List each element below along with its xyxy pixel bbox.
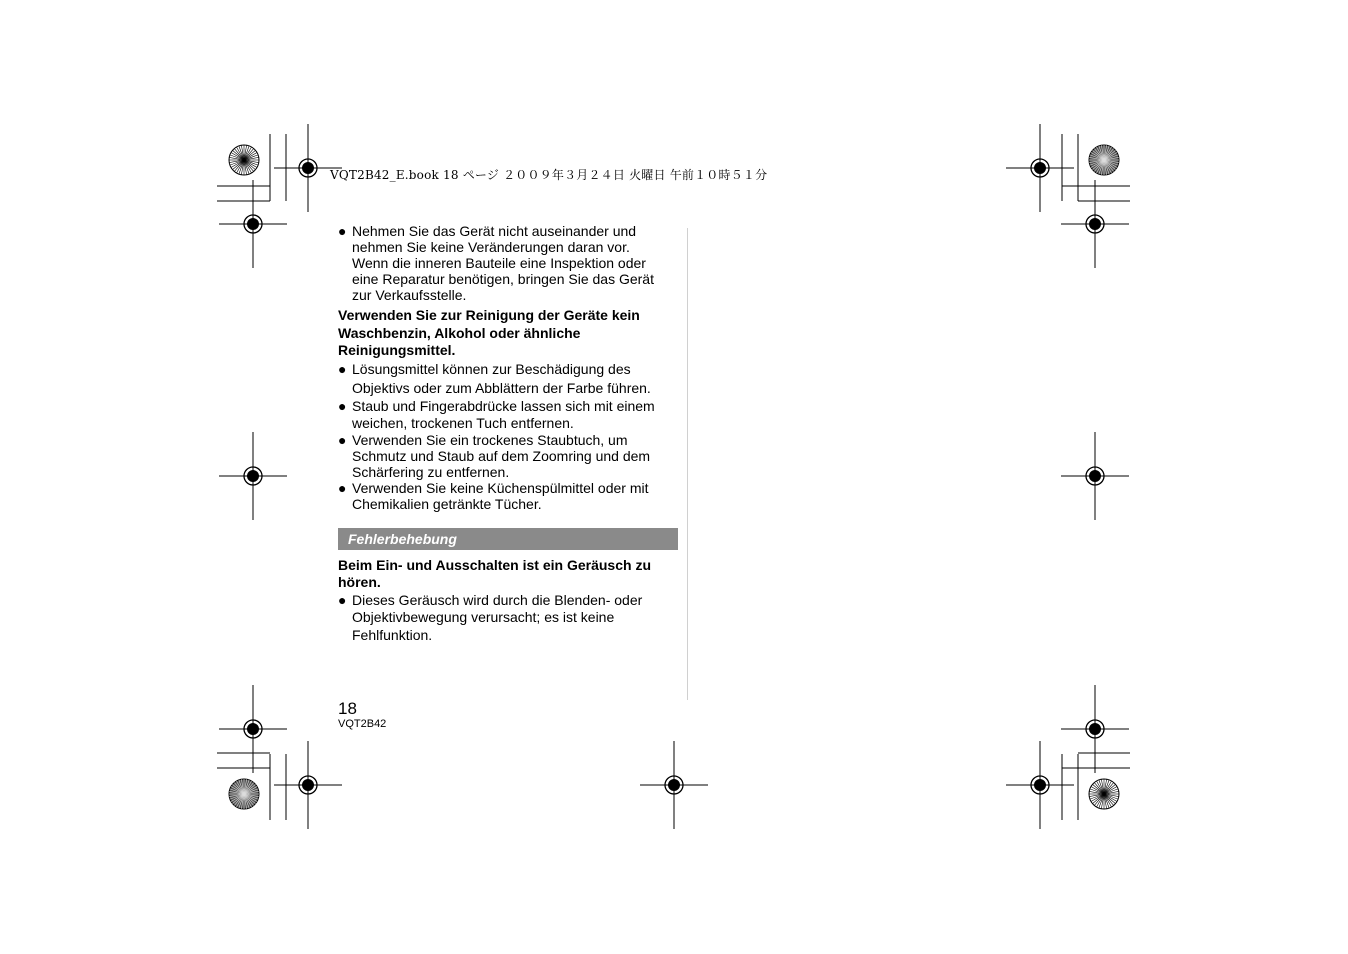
column-divider xyxy=(687,228,688,700)
print-header: VQT2B42_E.book 18 ページ ２００９年３月２４日 火曜日 午前１０時５１分 xyxy=(330,168,768,182)
line: Reinigungsmittel. xyxy=(338,342,456,358)
line: Verwenden Sie zur Reinigung der Geräte kein xyxy=(338,307,640,323)
line: Verwenden Sie ein trockenes Staubtuch, um xyxy=(352,431,628,448)
line: hören. xyxy=(338,574,381,590)
line: Fehlfunktion. xyxy=(352,626,433,643)
line: Chemikalien getränkte Tücher. xyxy=(352,495,542,512)
model-code: VQT2B42 xyxy=(338,718,387,730)
registration-mark-icon xyxy=(1061,180,1129,268)
registration-mark-icon xyxy=(1061,432,1129,520)
registration-mark-icon xyxy=(274,741,342,829)
registration-mark-icon xyxy=(1006,124,1074,212)
registration-mark-icon xyxy=(219,180,287,268)
registration-mark-icon xyxy=(219,432,287,520)
line: Waschbenzin, Alkohol oder ähnliche xyxy=(338,324,581,341)
star-target-icon xyxy=(1089,145,1119,175)
bullet-icon: ● xyxy=(338,479,347,496)
bullet-icon: ● xyxy=(338,360,347,377)
bullet-icon: ● xyxy=(338,223,347,239)
registration-mark-icon xyxy=(1061,685,1129,773)
main-column xyxy=(338,223,678,644)
line: zur Verkaufsstelle. xyxy=(352,287,467,303)
list-item xyxy=(338,480,678,512)
question-heading xyxy=(338,557,678,592)
registration-mark-icon xyxy=(1006,741,1074,829)
line: eine Reparatur benötigen, bringen Sie das Gerät xyxy=(352,271,654,287)
line: Schärfering zu entfernen. xyxy=(352,463,510,480)
line: nehmen Sie keine Veränderungen daran vor. xyxy=(352,239,630,255)
star-target-icon xyxy=(1089,779,1119,809)
star-target-icon xyxy=(229,145,259,175)
registration-mark-icon xyxy=(640,741,708,829)
page-number: 18 xyxy=(338,699,357,718)
line: Dieses Geräusch wird durch die Blenden- oder xyxy=(352,591,643,608)
list-item xyxy=(338,360,678,398)
bullet-icon: ● xyxy=(338,591,347,608)
line: Staub und Fingerabdrücke lassen sich mit einem xyxy=(352,397,655,414)
list-item xyxy=(338,432,678,480)
line: Beim Ein- und Ausschalten ist ein Geräusch zu xyxy=(338,556,651,573)
line: Nehmen Sie das Gerät nicht auseinander und xyxy=(352,223,637,239)
bullet-icon: ● xyxy=(338,397,347,414)
list-item xyxy=(338,398,678,432)
warning-heading xyxy=(338,307,678,360)
line: Schmutz und Staub auf dem Zoomring und dem xyxy=(352,447,651,464)
line: Wenn die inneren Bauteile eine Inspektion oder xyxy=(352,255,646,271)
list-item xyxy=(338,592,678,645)
line: Objektivs oder zum Abblättern der Farbe führen. xyxy=(352,379,651,396)
registration-mark-icon xyxy=(219,685,287,773)
line: Verwenden Sie keine Küchenspülmittel oder mit xyxy=(352,479,649,496)
line: Objektivbewegung verursacht; es ist keine xyxy=(352,609,615,625)
bullet-icon: ● xyxy=(338,431,347,448)
line: Lösungsmittel können zur Beschädigung des xyxy=(352,360,631,377)
list-item xyxy=(338,223,678,303)
section-title: Fehlerbehebung xyxy=(338,528,678,550)
star-target-icon xyxy=(229,779,259,809)
line: weichen, trockenen Tuch entfernen. xyxy=(352,414,574,431)
